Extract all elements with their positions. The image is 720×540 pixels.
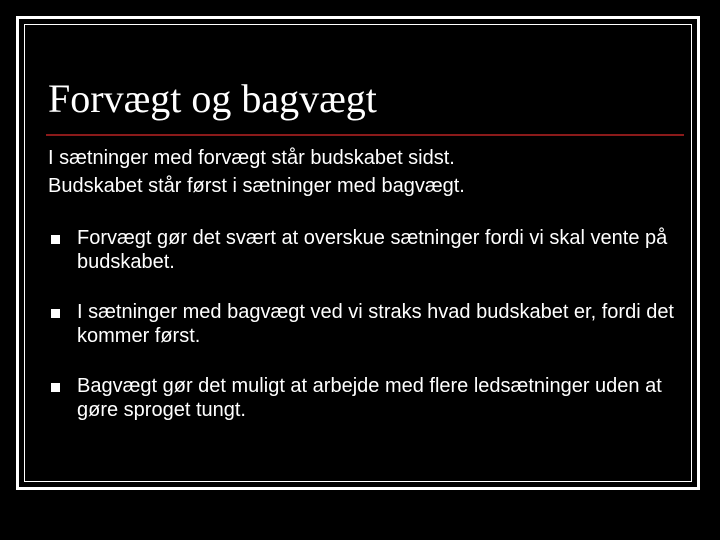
square-bullet-icon (51, 309, 60, 318)
slide-title: Forvægt og bagvægt (48, 76, 377, 121)
bullet-list (48, 226, 678, 448)
bullet-text: Bagvægt gør det muligt at arbejde med flere ledsætninger uden at gøre sproget tungt. (77, 375, 662, 421)
square-bullet-icon (51, 383, 60, 392)
square-bullet-icon (51, 235, 60, 244)
title-divider (46, 134, 684, 136)
bullet-text: I sætninger med bagvægt ved vi straks hvad budskabet er, fordi det kommer først. (77, 301, 674, 347)
bullet-item (48, 300, 678, 348)
bullet-item (48, 374, 678, 422)
intro-text (48, 144, 678, 200)
intro-line: I sætninger med forvægt står budskabet sidst. (48, 147, 455, 169)
bullet-item (48, 226, 678, 274)
bullet-text: Forvægt gør det svært at overskue sætninger fordi vi skal vente på budskabet. (77, 227, 668, 273)
intro-line: Budskabet står først i sætninger med bagvægt. (48, 175, 465, 197)
